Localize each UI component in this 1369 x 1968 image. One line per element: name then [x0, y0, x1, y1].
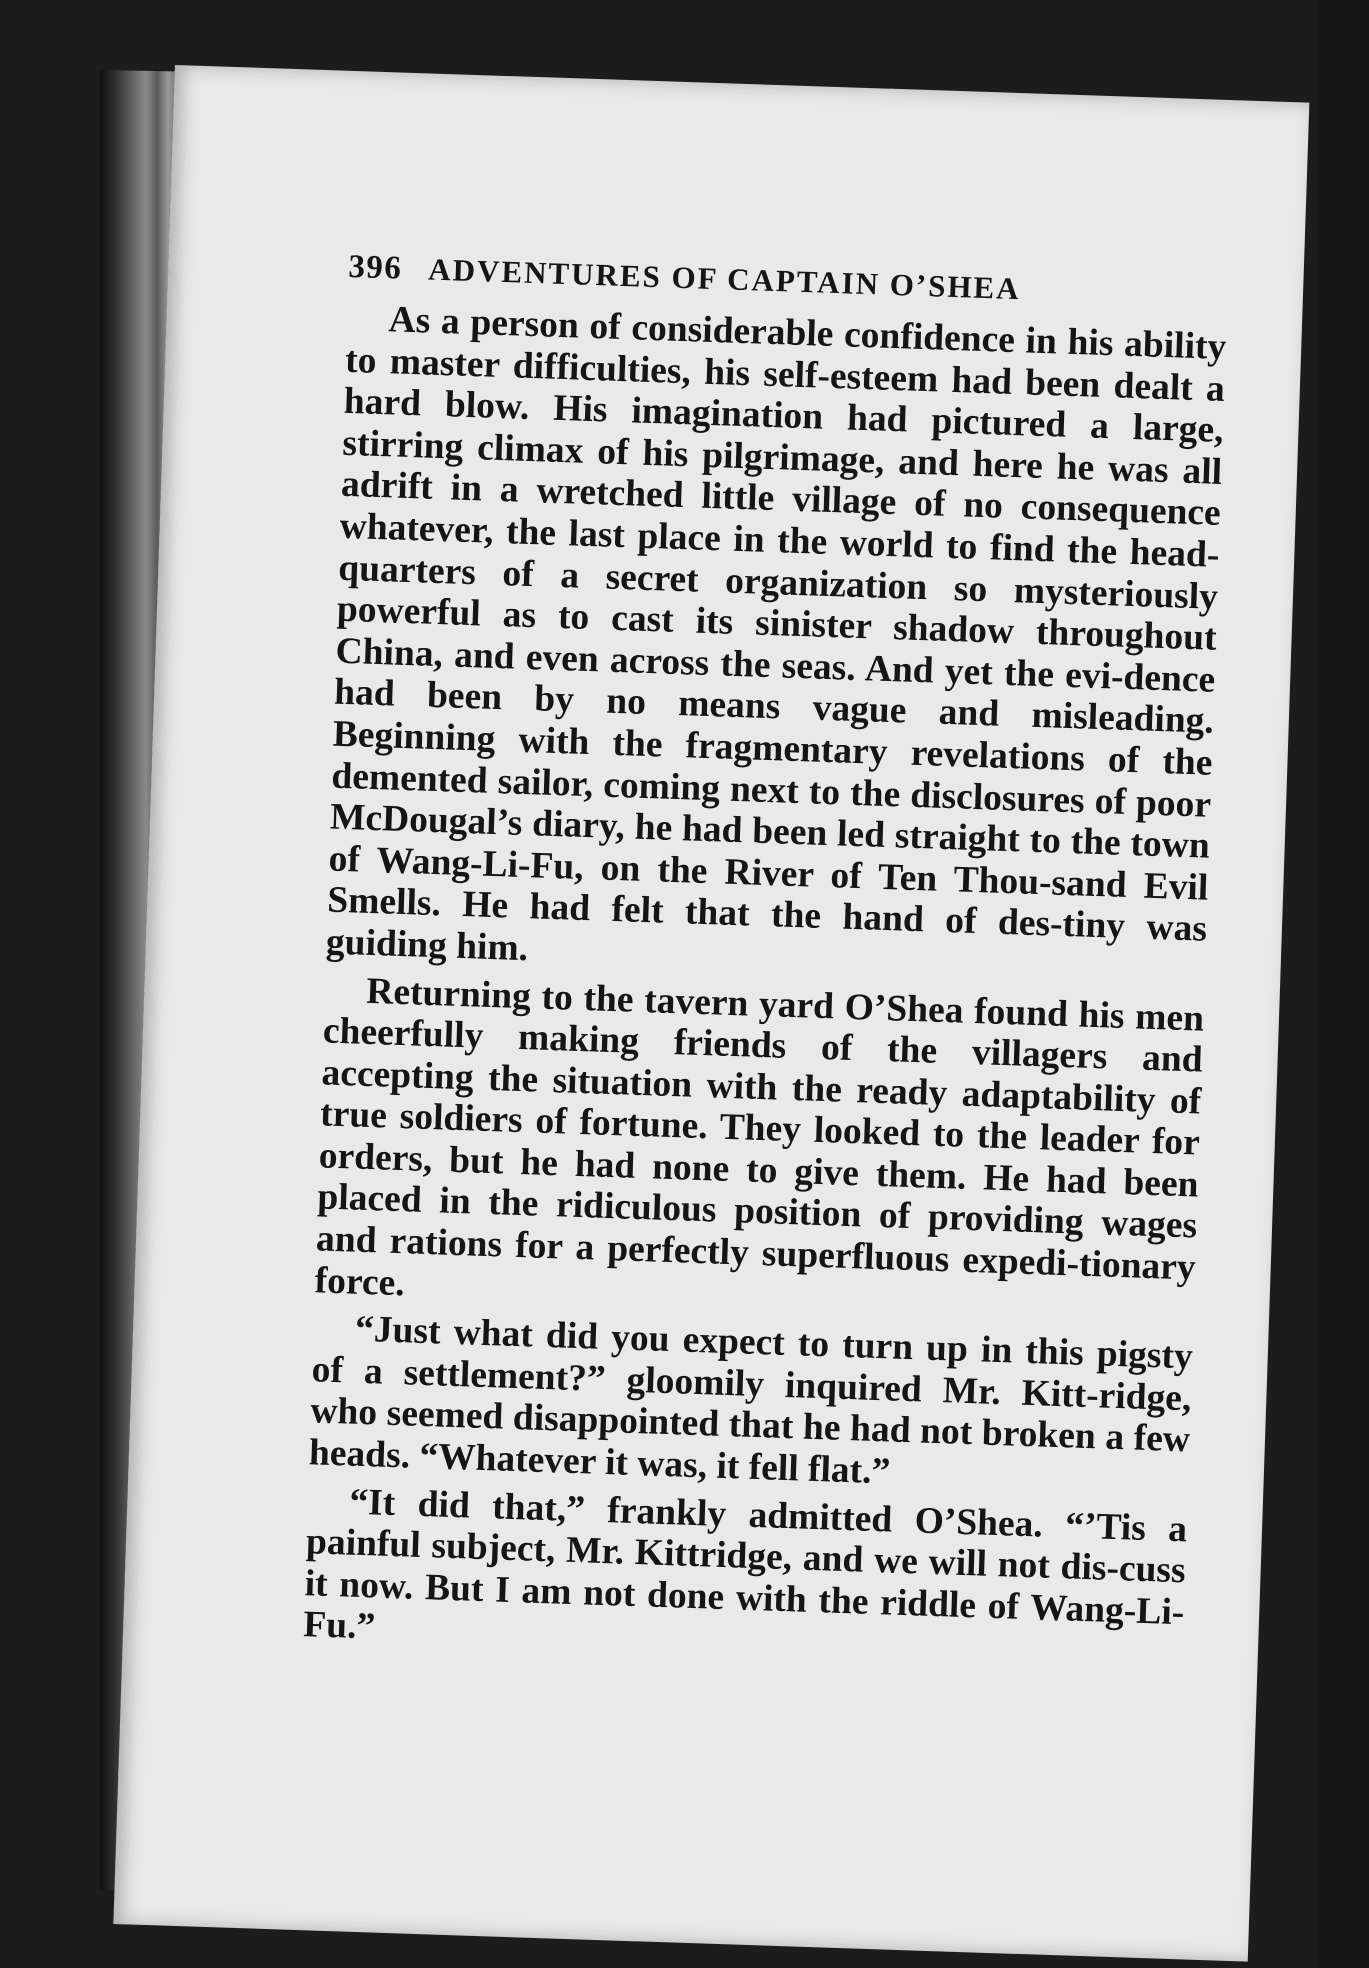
paragraph-2: Returning to the tavern yard O’Shea found his men cheerfully making friends of the villagers and accepting the situation with the ready adaptability of true soldiers of fortune. They looked to the leader for orders, but he had none to give them. He had been placed in the ridiculous position of providing wages and rations for a perfectly superfluous expedi-tionary force.: [314, 970, 1205, 1304]
background-right-edge: [1318, 0, 1369, 1968]
page-number: 396: [347, 248, 403, 287]
paragraph-3: “Just what did you expect to turn up in this pigsty of a settlement?” gloomily inquired Mr. Kitt-ridge, who seemed disappointed that he had not broken a few heads. “Whatever it was, it fell flat.”: [308, 1308, 1194, 1493]
paragraph-1: As a person of considerable confidence in his ability to master difficulties, his self-esteem had been dealt a hard blow. His imagination had pictured a large, stirring climax of his pilgrimage, and here he was all adrift in a wretched little village of no consequence whatever, the last place in the world to find the head-quarters of a secret organization so mysteriously powerful as to cast its sinister shadow throughout China, and even across the seas. And yet the evi-dence had been by no means vague and misleading. Beginning with the fragmentary revelations of the demented sailor, coming next to the disclosures of poor McDougal’s diary, he had been led straight to the town of Wang-Li-Fu, on the River of Ten Thou-sand Evil Smells. He had felt that the hand of des-tiny was guiding him.: [325, 299, 1227, 970]
book-page: [113, 65, 1309, 1962]
paragraph-4: “It did that,” frankly admitted O’Shea. “’Tis a painful subject, Mr. Kittridge, and we will not dis-cuss it now. But I am not done with the riddle of Wang-Li-Fu.”: [302, 1481, 1188, 1648]
running-title: ADVENTURES OF CAPTAIN O’SHEA: [427, 251, 1022, 307]
text-block: [303, 249, 1229, 1675]
